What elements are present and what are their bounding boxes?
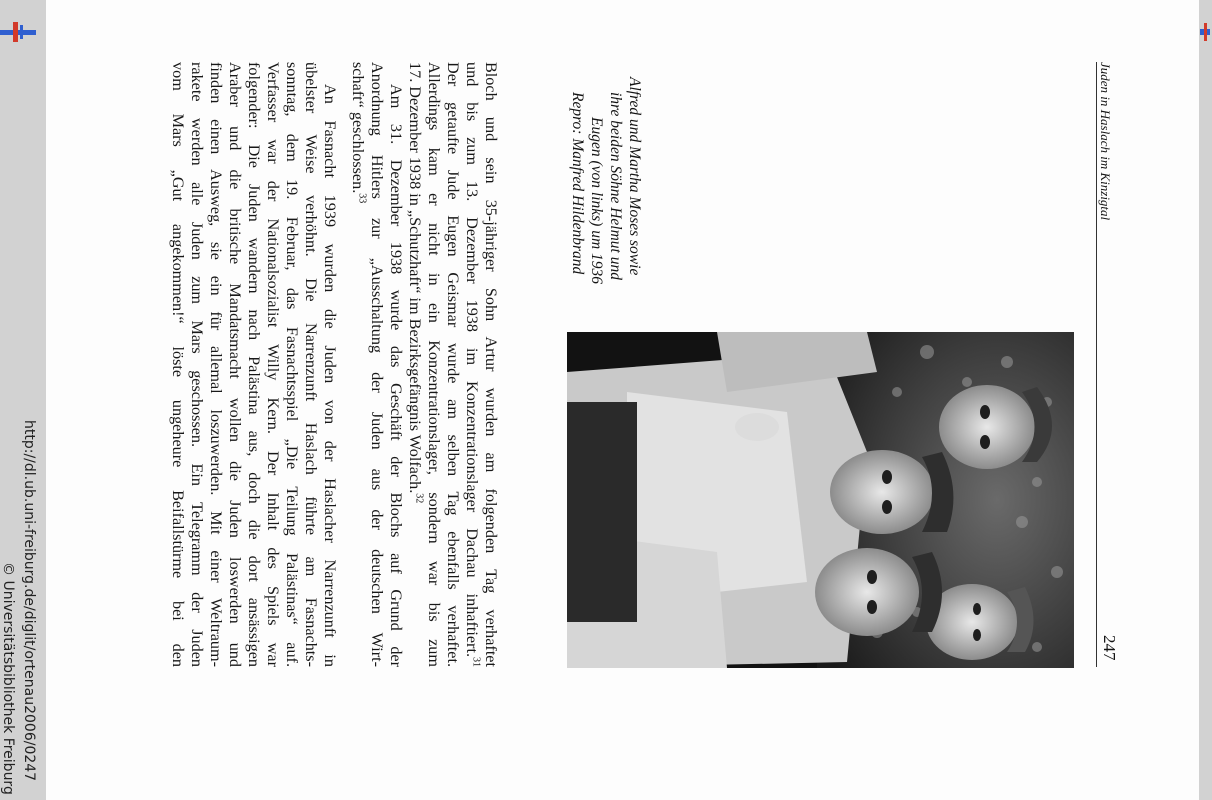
body-line-6: Am 31. Dezember 1938 wurde das Geschäft der Blochs auf Grund der: [387, 84, 405, 667]
family-photo: [567, 332, 1074, 668]
caption-line-2: ihre beiden Söhne Helmut und: [607, 92, 624, 280]
body-line-16: rakete werden alle Juden zum Mars geschossen. Ein Telegramm der Juden: [188, 62, 206, 667]
body-line-7: Anordnung Hitlers zur „Ausschaltung der Juden aus der deutschen Wirt-: [368, 62, 386, 667]
footnote-ref-31: 31: [470, 657, 482, 667]
caption-line-4: Repro: Manfred Hildenbrand: [569, 92, 586, 275]
scanner-right-margin: [1199, 0, 1212, 800]
body-line-13: folgender: Die Juden wandern nach Palästina aus, doch die dort ansässigen: [245, 62, 263, 667]
body-line-15: finden einen Ausweg, sie ein für allemal loszuwerden. Mit einer Weltraum-: [207, 62, 225, 667]
caption-line-1: Alfred und Martha Moses sowie: [626, 77, 643, 276]
footnote-ref-33: 33: [356, 193, 368, 204]
body-line-8: schaft“ geschlossen.$^{33}$: [349, 62, 368, 204]
body-line-3: Der getaufte Jude Eugen Geismar wurde am selben Tag ebenfalls verhaftet.: [444, 62, 462, 667]
header-rule: [1096, 62, 1097, 667]
body-line-17: vom Mars „Gut angekommen!“ löste ungeheure Beifallstürme bei den: [169, 62, 187, 667]
watermark-url: http://dl.ub.uni-freiburg.de/diglit/ortenau2006/0247: [21, 420, 37, 782]
body-line-9: An Fasnacht 1939 wurden die Juden von der Haslacher Narrenzunft in: [321, 84, 339, 667]
body-line-11: sonntag, dem 19. Februar, das Fasnachtsspiel „Die Teilung Palästinas“ auf.: [283, 62, 301, 667]
body-line-10: übelster Weise verhöhnt. Die Narrenzunft Haslach führte am Fasnachts-: [302, 62, 320, 667]
body-line-2: und bis zum 13. Dezember 1938 im Konzentrationslager Dachau inhaftiert.$^{31}$: [463, 62, 482, 667]
body-line-12: Verfasser war der Nationalsozialist Willy Kern. Der Inhalt des Spiels war: [264, 62, 282, 667]
body-line-4: Allerdings kam er nicht in ein Konzentrationslager, sondern war bis zum: [425, 62, 443, 667]
body-line-14: Araber und die britische Mandatsmacht wollen die Juden loswerden und: [226, 62, 244, 667]
body-line-5: 17. Dezember 1938 in „Schutzhaft“ im Bezirksgefängnis Wolfach.$^{32}$: [406, 62, 425, 504]
watermark-copyright: © Universitätsbibliothek Freiburg: [0, 562, 16, 795]
scan-marker-right-icon: [1200, 22, 1210, 42]
running-title: Juden in Haslach im Kinzigtal: [1098, 62, 1113, 221]
body-line-1: Bloch und sein 35-jähriger Sohn Artur wurden am folgenden Tag verhaftet: [482, 62, 500, 667]
footnote-ref-32: 32: [413, 493, 425, 504]
caption-line-3: Eugen (von links) um 1936: [588, 117, 605, 285]
page-number: 247: [1100, 635, 1119, 661]
scan-marker-left-icon: [0, 22, 36, 42]
